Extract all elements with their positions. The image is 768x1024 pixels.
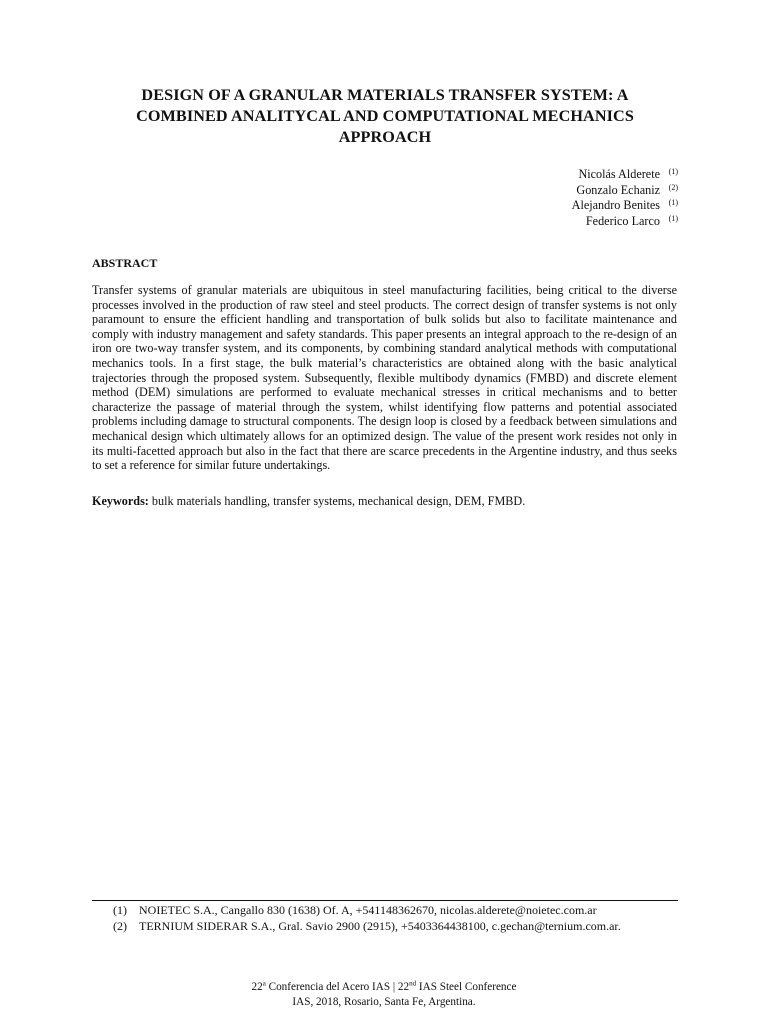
footer-ordinal-suffix: a bbox=[262, 979, 266, 988]
keywords-line bbox=[92, 494, 525, 509]
title-line-3: APPROACH bbox=[338, 128, 432, 146]
author-name: Nicolás Alderete bbox=[578, 167, 660, 181]
footer-line-1 bbox=[0, 980, 768, 995]
paper-title bbox=[80, 85, 690, 148]
title-line-2: COMBINED ANALITYCAL AND COMPUTATIONAL MECHANICS bbox=[136, 107, 634, 125]
footnote-item bbox=[113, 902, 621, 918]
page-footer bbox=[0, 980, 768, 1010]
author-list bbox=[572, 167, 678, 229]
author-entry bbox=[572, 198, 678, 214]
footer-spanish-title: Conferencia del Acero IAS | bbox=[265, 981, 398, 993]
author-name: Alejandro Benites bbox=[571, 198, 660, 212]
abstract-body: Transfer systems of granular materials are ubiquitous in steel manufacturing facilities, being critical to the diverse processes involved in the production of raw steel and steel products. The correct design of transfer systems is not only paramount to ensure the efficient handling and transportation of bulk solids but also to facilitate maintenance and comply with industry management and safety standards. This paper presents an integral approach to the re-design of an iron ore two-way transfer system, and its components, by combining standard analytical methods with computational mechanics tools. In a first stage, the bulk material’s characteristics are obtained along with the basic analytical trajectories through the proposed system. Subsequently, flexible multibody dynamics (FMBD) and discrete element method (DEM) simulations are performed to evaluate mechanical stresses in critical mechanisms and to better characterize the passage of material through the system, whilst identifying flow patterns and potential associated problems including damage to structural components. The design loop is closed by a feedback between simulations and mechanical design which ultimately allows for an optimized design. The value of the present work resides not only in its multi-facetted approach but also in the fact that there are scarce precedents in the Argentine industry, and thus seeks to set a reference for similar future undertakings. bbox=[92, 283, 677, 473]
footnote-number: (1) bbox=[113, 903, 127, 917]
author-entry bbox=[572, 183, 678, 199]
author-affiliation-mark: (1) bbox=[668, 167, 678, 176]
author-affiliation-mark: (1) bbox=[668, 198, 678, 207]
author-name: Gonzalo Echaniz bbox=[576, 182, 660, 197]
author-entry bbox=[572, 167, 678, 183]
footnote-text: TERNIUM SIDERAR S.A., Gral. Savio 2900 (2915), +5403364438100, c.gechan@ternium.com.ar. bbox=[139, 919, 621, 933]
title-line-1: DESIGN OF A GRANULAR MATERIALS TRANSFER SYSTEM: A bbox=[141, 86, 629, 104]
abstract-heading: ABSTRACT bbox=[92, 256, 158, 270]
footnote-text: NOIETEC S.A., Cangallo 830 (1638) Of. A, +541148362670, nicolas.alderete@noietec.com.ar bbox=[139, 903, 597, 917]
footer-ordinal-suffix: nd bbox=[409, 979, 417, 988]
keywords-text: bulk materials handling, transfer systems, mechanical design, DEM, FMBD. bbox=[148, 494, 526, 508]
author-entry bbox=[572, 214, 678, 230]
footnote-number: (2) bbox=[113, 919, 127, 933]
author-name: Federico Larco bbox=[585, 213, 660, 228]
footnotes bbox=[113, 902, 621, 934]
footer-ordinal: 22 bbox=[397, 981, 410, 993]
footer-ordinal: 22 bbox=[251, 981, 263, 993]
footnote-item bbox=[113, 918, 621, 934]
footer-english-title: IAS Steel Conference bbox=[416, 981, 517, 993]
footnote-divider bbox=[92, 900, 678, 901]
author-affiliation-mark: (1) bbox=[668, 213, 678, 223]
keywords-label: Keywords: bbox=[92, 494, 149, 508]
footer-line-2: IAS, 2018, Rosario, Santa Fe, Argentina. bbox=[292, 996, 476, 1008]
author-affiliation-mark: (2) bbox=[668, 182, 678, 192]
